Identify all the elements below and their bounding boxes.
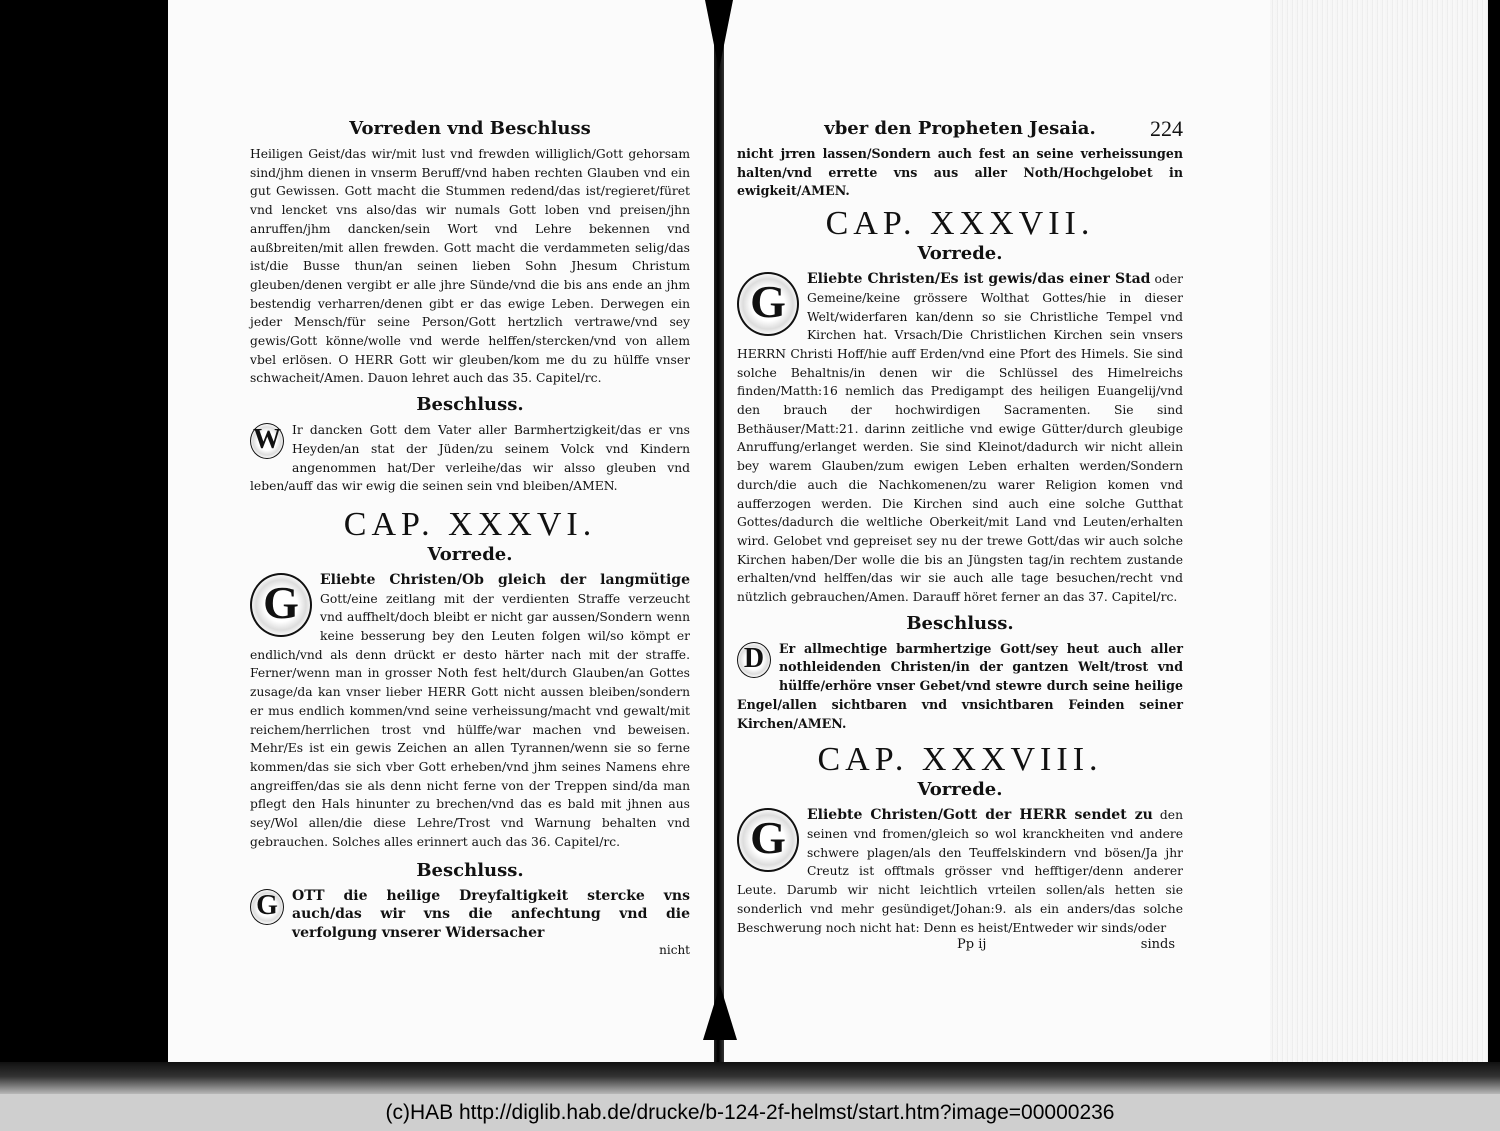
decorated-initial: D xyxy=(737,642,771,678)
decorated-initial: G xyxy=(737,808,799,872)
spine-bottom-shadow xyxy=(703,985,737,1040)
signature-row xyxy=(737,937,1183,952)
spine-top-shadow xyxy=(705,0,733,70)
left-vorrede-text: Gott/eine zeitlang mit der verdienten Straffe verzeucht vnd auffhelt/doch bleibt er nicht gar aussen/Sondern wenn keine besserung bey den Leuten folgen wil/so kömpt er endlich/vnd als denn drückt er desto härter nach mit der straffe. Ferner/wenn man in grosser Noth fest helt/durch Glauben/an Gottes zusage/da kan vnser lieber HERR Gott nicht aussen bleiben/sondern er mus endlich kommen/vnd seine verheissung/macht vnd gewalt/mit reichem/herrlichen trost vnd hülffe/war machen vnd beweisen. Mehr/Es ist ein gewis Zeichen an allen Tyrannen/wenn sie so ferne kommen/das sie sich vber Gott erheben/vnd jhm seines Namens ehre angreiffen/das sie als denn nicht ferne von der Treppen sind/da man pflegt den Hals hinunter zu brechen/vnd das es bald mit jhnen aus sey/Wol allen/die diese Lehre/Trost vnd Warnung behalten vnd gebrauchen. Solches alles erinnert auch das 36. Capitel/rc. xyxy=(250,591,690,849)
page-number: 224 xyxy=(1150,116,1183,141)
decorated-initial: G xyxy=(250,889,284,925)
left-beschluss2-paragraph xyxy=(250,887,690,943)
left-beschluss2-text: OTT die heilige Dreyfaltigkeit stercke vns auch/das wir vns die anfechtung vnd die verfolgung vnserer Widersacher xyxy=(292,887,690,941)
right-page-column xyxy=(737,118,1183,952)
right-vorrede-heading: Vorrede. xyxy=(917,243,1003,265)
right-beschluss-heading: Beschluss. xyxy=(906,612,1014,634)
right-beschluss-paragraph xyxy=(737,640,1183,734)
left-vorrede-first-line: Eliebte Christen/Ob gleich der langmütige xyxy=(320,571,690,588)
left-vorrede-heading: Vorrede. xyxy=(427,543,513,565)
right-vorrede-first-line: Eliebte Christen/Es ist gewis/das einer Stad xyxy=(807,271,1151,288)
book-spine xyxy=(714,0,724,1070)
left-chapter-title: CAP. XXXVI. xyxy=(343,505,597,543)
right-vorrede2-text: den seinen vnd fromen/gleich so wol kranckheiten vnd andere schwere plagen/als den Teuffelskindern vnd bösen/Ja jhr Creutz ist offtmals grösser vnd hefftiger/denn anderer Leute. Darumb wir nicht leichtlich vrteilen sollen/als hetten sie sonderlich vnd mehr gesündiget/Johan:9. als ein anders/das solche Beschwerung noch nicht hat: Denn es heist/Entweder wir sinds/oder xyxy=(737,808,1183,935)
left-vorrede-paragraph xyxy=(250,571,690,852)
scan-border-right xyxy=(1488,0,1500,1062)
left-catchword: nicht xyxy=(659,942,690,957)
right-beschluss-text: Er allmechtige barmhertzige Gott/sey heut auch aller nothleidenden Christen/in der gantzen Welt/trost vnd hülffe/erhöre vnser Gebet/vnd stewre durch seine heilige Engel/allen sichtbaren vnd vnsichtbaren Feinden seiner Kirchen/AMEN. xyxy=(737,640,1183,731)
right-running-head xyxy=(737,118,1183,139)
right-chapter2-title: CAP. XXXVIII. xyxy=(817,741,1103,779)
left-continuation-text: Heiligen Geist/das wir/mit lust vnd frewden williglich/Gott gehorsam sind/jhm dienen in vnserm Beruff/vnd haben rechten Glauben vnd ein gut Gewissen. Gott macht die Stummen redend/das ist/regieret/füret vnd lencket vns also/das wir numals Gott loben vnd preisen/jhn anruffen/jhm dancken/sein Wort vnd Lehre bekennen vnd außbreiten/mit allen frewden. Gott macht die verdammeten selig/das ist/die Busse thun/an seinen lieben Sohn Jhesum Christum gleuben/denen vergibt er alle jhre Sünde/vnd die bis ans ende an jhm bestendig verharren/denen gibt er das ewige Leben. Derwegen ein jeder Mensch/für seine Person/Gott hertzlich vertrawe/vnd sey gewis/Gott könne/wolle vnd werde helffen/stercken/vnd von allem vbel erlösen. O HERR Gott wir gleuben/kom me du zu hülffe vnser schwacheit/Amen. Dauon lehret auch das 35. Capitel/rc. xyxy=(250,147,690,386)
left-running-head: Vorreden vnd Beschluss xyxy=(349,118,591,139)
scan-border-left xyxy=(0,0,168,1062)
decorated-initial: G xyxy=(737,272,799,336)
left-beschluss-text: Ir dancken Gott dem Vater aller Barmhertzigkeit/das er vns Heyden/an stat der Jüden/zu seinem Volck vnd Kindern angenommen hat/Der verleihe/das wir alsso gleuben vnd leben/auff das wir ewig die seinen sein vnd bleiben/AMEN. xyxy=(250,423,690,494)
right-running-head-text: vber den Propheten Jesaia. xyxy=(824,118,1096,139)
right-vorrede-paragraph xyxy=(737,270,1183,607)
right-vorrede2-first-line: Eliebte Christen/Gott der HERR sendet zu xyxy=(807,807,1153,824)
decorated-initial: G xyxy=(250,573,312,637)
left-beschluss2-heading: Beschluss. xyxy=(416,859,524,881)
right-vorrede2-paragraph xyxy=(737,806,1183,937)
left-page-column xyxy=(250,118,690,957)
decorated-initial: W xyxy=(250,423,284,459)
scan-border-bottom xyxy=(0,1062,1500,1094)
right-vorrede2-heading: Vorrede. xyxy=(917,779,1003,801)
right-page-edge xyxy=(1270,0,1488,1064)
copyright-footer: (c)HAB http://diglib.hab.de/drucke/b-124-2f-helmst/start.htm?image=00000236 xyxy=(0,1094,1500,1131)
left-beschluss-heading: Beschluss. xyxy=(416,394,524,416)
right-catchword: sinds xyxy=(1140,937,1175,953)
left-beschluss-paragraph xyxy=(250,421,690,496)
signature-mark: Pp ij xyxy=(957,937,987,953)
right-vorrede-text: oder Gemeine/keine grössere Wolthat Gottes/hie in dieser Welt/widerfaren kan/denn so sie Christliche Tempel vnd Kirchen hat. Vrsach/Die Christlichen Kirchen sein vnsers HERRN Christi Hoff/hie auff Erden/vnd eine Pfort des Himels. Sie sind solche Behaltnis/in denen wir die Schlüssel des Himelreichs finden/Matth:16 nemlich das Predigampt des heiligen Euangelij/vnd den brauch der hochwirdigen Sacramenten. Sie sind Bethäuser/Matt:21. darinn zeitliche vnd ewige Gütter/durch gleubige Anruffung/erlanget werden. Sie sind Kleinot/dadurch wir nicht allein bey warem Glauben/zum ewigen Leben erhalten werden/Sondern durch/die auch die Nachkomenen/zu warer Religion komen vnd aufferzogen werden. Die Kirchen sind auch eine solche Gutthat Gottes/dadurch die weltliche Oberkeit/mit Land vnd Leuten/erhalten wird. Gelobet vnd gepreiset sey nu der trewe Gott/das wir auch solche Kirchen haben/Der wolle die bis an Jüngsten tag/in rechtem zustande erhalten/vnd helffen/das wir sie auch alle tage besuchen/recht vnd nützlich gebrauchen/Amen. Darauff höret ferner an das 37. Capitel/rc. xyxy=(737,272,1183,605)
right-continuation-text: nicht jrren lassen/Sondern auch fest an seine verheissungen halten/vnd errette vns aus aller Noth/Hochgelobet in ewigkeit/AMEN. xyxy=(737,146,1183,199)
right-chapter-title: CAP. XXXVII. xyxy=(825,205,1095,243)
